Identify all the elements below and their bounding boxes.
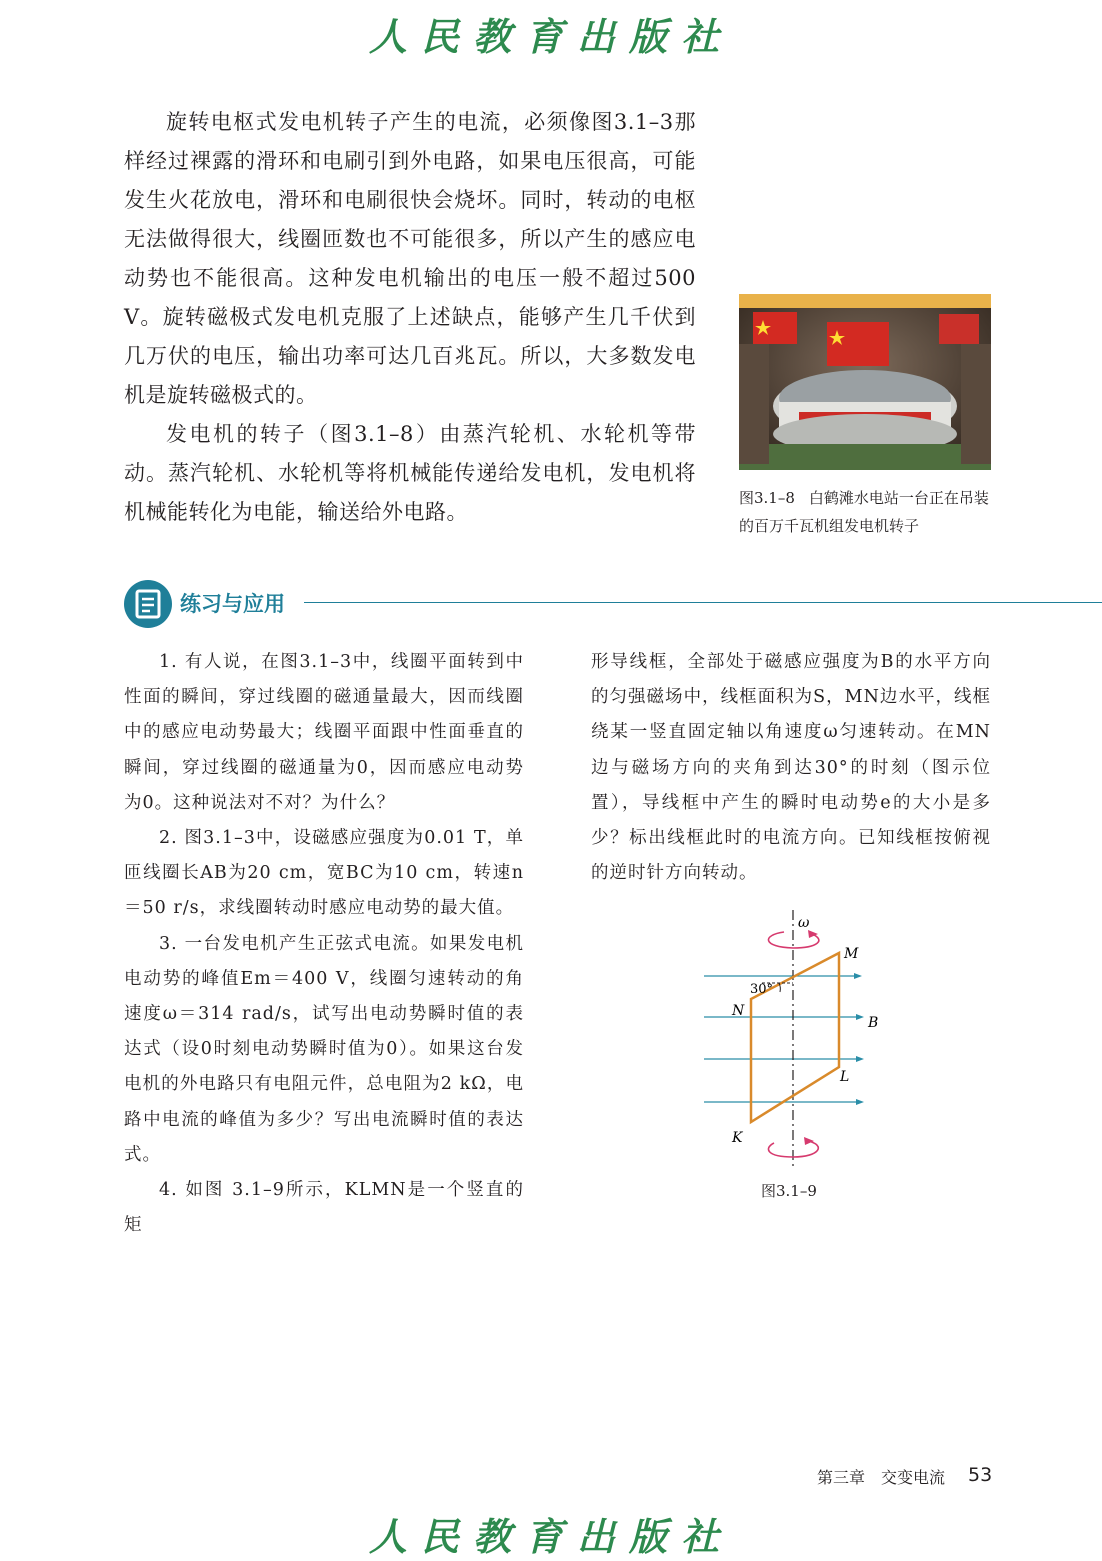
- exercise-4-continued: 形导线框，全部处于磁感应强度为B的水平方向的匀强磁场中，线框面积为S，MN边水平，线框绕某一竖直固定轴以角速度ω匀速转动。在MN边与磁场方向的夹角到达30°的时刻（图示位置），导线框中产生的瞬时电动势e的大小是多少？标出线框此时的电流方向。已知线框按俯视的逆时针方向转动。: [591, 652, 991, 884]
- field-arrow-3: [856, 1056, 864, 1062]
- label-l: L: [840, 1069, 850, 1085]
- exercise-book-icon: [124, 580, 172, 628]
- label-k: K: [732, 1130, 743, 1146]
- publisher-logo-top: 人民教育出版社: [368, 14, 733, 59]
- figure-caption-text: 白鹤滩水电站一台正在吊装的百万千瓦机组发电机转子: [739, 489, 989, 535]
- exercises-left-column: [124, 645, 524, 1243]
- label-omega: ω: [798, 915, 810, 931]
- figure-number: 图3.1–8: [739, 489, 795, 507]
- field-arrow-4: [856, 1099, 864, 1105]
- page-number: 53: [968, 1464, 993, 1486]
- label-m: M: [844, 946, 859, 962]
- section-header: [124, 578, 1102, 628]
- label-angle: 30°: [750, 982, 774, 997]
- generator-rotor-photo: [739, 294, 991, 470]
- footer-chapter-title: 第三章 交变电流: [817, 1468, 946, 1487]
- exercise-2: 2. 图3.1–3中，设磁感应强度为0.01 T，单匝线圈长AB为20 cm，宽BC为10 cm，转速n＝50 r/s，求线圈转动时感应电动势的最大值。: [124, 828, 524, 919]
- label-n: N: [732, 1003, 745, 1019]
- exercise-1: 1. 有人说，在图3.1–3中，线圈平面转到中性面的瞬间，穿过线圈的磁通量最大，因而线圈中的感应电动势最大；线圈平面跟中性面垂直的瞬间，穿过线圈的磁通量为0，因而感应电动势为0。这种说法对不对？为什么？: [124, 652, 524, 813]
- paragraph-1: 旋转电枢式发电机转子产生的电流，必须像图3.1–3那样经过裸露的滑环和电刷引到外电路，如果电压很高，可能发生火花放电，滑环和电刷很快会烧坏。同时，转动的电枢无法做得很大，线圈匝数也不可能很多，所以产生的感应电动势也不能很高。这种发电机输出的电压一般不超过500 V。旋转磁极式发电机克服了上述缺点，能够产生几千伏到几万伏的电压，输出功率可达几百兆瓦。所以，大多数发电机是旋转磁极式的。: [124, 110, 696, 407]
- wire-frame-klmn: [751, 953, 839, 1122]
- publisher-logo-bottom: 人民教育出版社: [368, 1514, 733, 1559]
- figure-3-1-9-diagram: [700, 905, 900, 1180]
- exercise-4-start: 4. 如图 3.1–9所示，KLMN是一个竖直的矩: [124, 1180, 524, 1236]
- paragraph-2: 发电机的转子（图3.1–8）由蒸汽轮机、水轮机等带动。蒸汽轮机、水轮机等将机械能传递给发电机，发电机将机械能转化为电能，输送给外电路。: [124, 422, 696, 524]
- main-text: [124, 103, 696, 532]
- figure-3-1-9-caption: 图3.1–9: [761, 1182, 817, 1200]
- section-title: 练习与应用: [180, 592, 285, 616]
- bottom-rotation-arrowhead: [804, 1137, 814, 1145]
- exercise-3: 3. 一台发电机产生正弦式电流。如果发电机电动势的峰值Em＝400 V，线圈匀速转动的角速度ω＝314 rad/s，试写出电动势瞬时值的表达式（设0时刻电动势瞬时值为0）。如果这台发电机的外电路只有电阻元件，总电阻为2 kΩ，电路中电流的峰值为多少？写出电流瞬时值的表达式。: [124, 933, 524, 1165]
- label-b: B: [868, 1015, 879, 1031]
- exercises-right-column: [591, 645, 991, 891]
- section-divider: [304, 602, 1102, 603]
- field-arrow-2: [856, 1014, 864, 1020]
- photo-caption: [739, 484, 1001, 540]
- field-arrow-1: [854, 973, 862, 979]
